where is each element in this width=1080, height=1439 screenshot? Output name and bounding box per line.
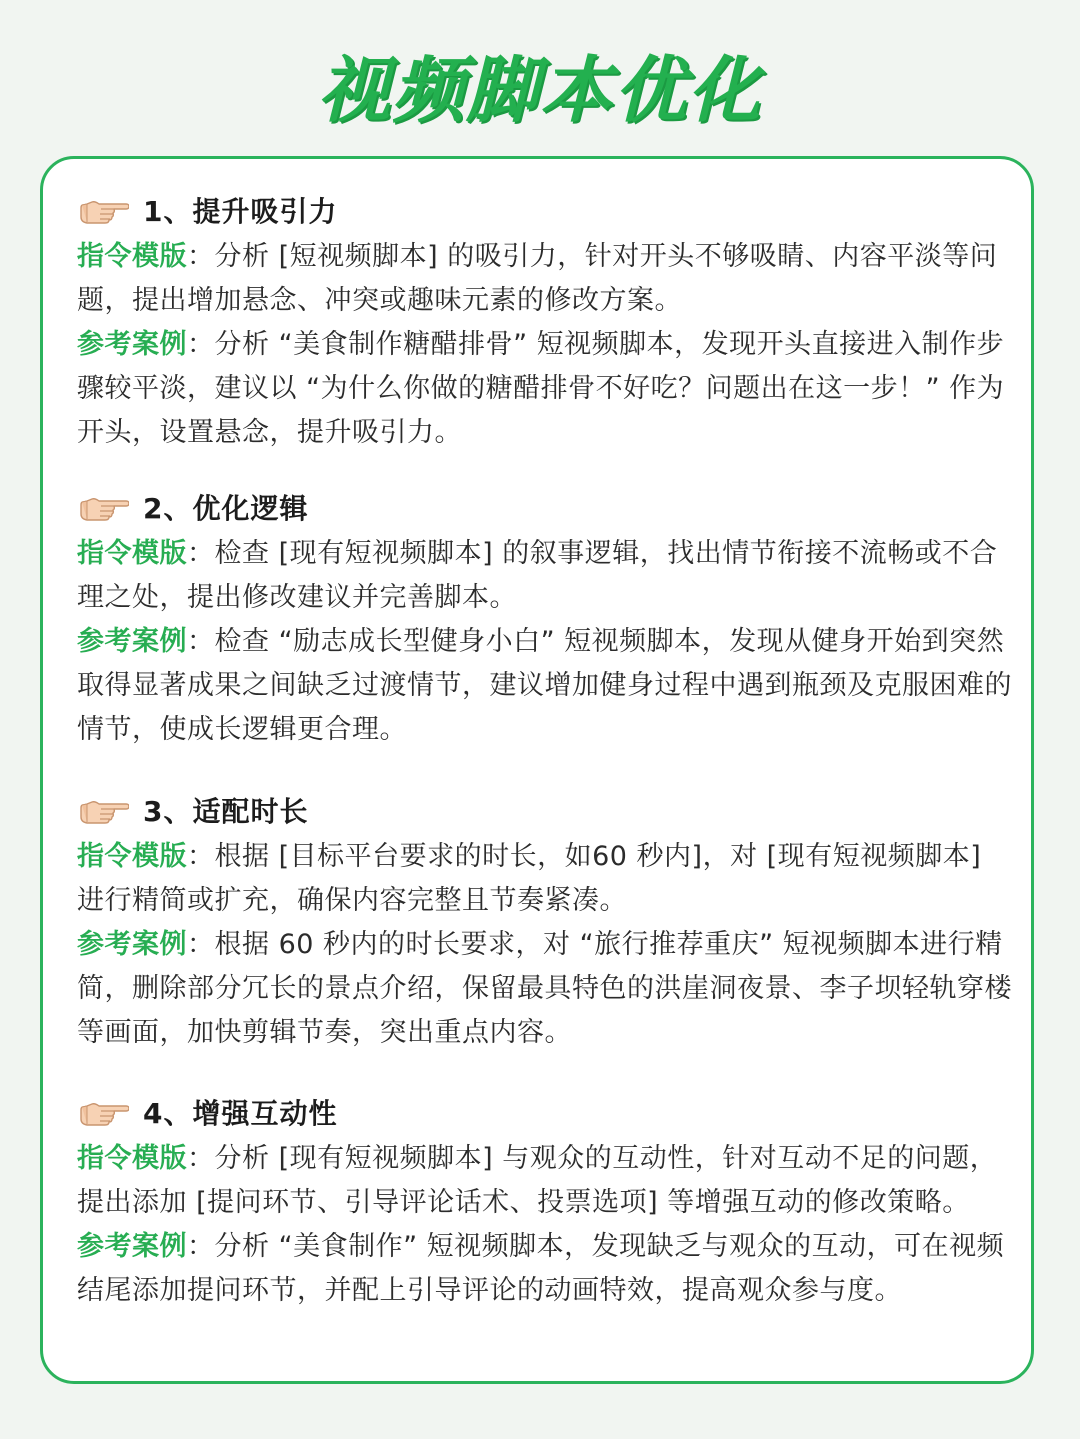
section-header bbox=[77, 785, 1017, 835]
example-label: 参考案例 bbox=[77, 329, 187, 360]
label-colon: ： bbox=[187, 626, 215, 657]
example-paragraph bbox=[77, 1225, 1017, 1313]
template-text: 分析 [现有短视频脚本] 与观众的互动性，针对互动不足的问题，提出添加 [提问环节、引导评论话术、投票选项] 等增强互动的修改策略。 bbox=[77, 1143, 998, 1218]
example-label: 参考案例 bbox=[77, 929, 187, 960]
page-title: 视频脚本优化 bbox=[317, 48, 762, 132]
example-paragraph bbox=[77, 323, 1017, 455]
template-paragraph bbox=[77, 1137, 1017, 1225]
example-text: 根据 60 秒内的时长要求，对 “旅行推荐重庆” 短视频脚本进行精简，删除部分冗长的景点介绍，保留最具特色的洪崖洞夜景、李子坝轻轨穿楼等画面，加快剪辑节奏，突出重点内容。 bbox=[77, 929, 1012, 1048]
template-label: 指令模版 bbox=[77, 1143, 187, 1174]
example-label: 参考案例 bbox=[77, 626, 187, 657]
label-colon: ： bbox=[187, 538, 215, 569]
template-label: 指令模版 bbox=[77, 538, 187, 569]
section-title: 3、适配时长 bbox=[143, 795, 309, 828]
example-label: 参考案例 bbox=[77, 1231, 187, 1262]
section-title: 1、提升吸引力 bbox=[143, 195, 338, 228]
template-label: 指令模版 bbox=[77, 841, 187, 872]
pointing-hand-icon bbox=[79, 492, 129, 522]
section-title: 4、增强互动性 bbox=[143, 1097, 338, 1130]
example-paragraph bbox=[77, 620, 1017, 752]
section-1 bbox=[77, 185, 1017, 455]
content-card bbox=[40, 156, 1034, 1384]
pointing-hand-icon bbox=[79, 1097, 129, 1127]
pointing-hand-icon bbox=[79, 795, 129, 825]
label-colon: ： bbox=[187, 329, 215, 360]
label-colon: ： bbox=[187, 1231, 215, 1262]
section-title: 2、优化逻辑 bbox=[143, 492, 309, 525]
section-2 bbox=[77, 482, 1017, 752]
label-colon: ： bbox=[187, 841, 215, 872]
template-text: 分析 [短视频脚本] 的吸引力，针对开头不够吸睛、内容平淡等问题，提出增加悬念、冲突或趣味元素的修改方案。 bbox=[77, 241, 998, 316]
example-text: 检查 “励志成长型健身小白” 短视频脚本，发现从健身开始到突然取得显著成果之间缺乏过渡情节，建议增加健身过程中遇到瓶颈及克服困难的情节，使成长逻辑更合理。 bbox=[77, 626, 1012, 745]
section-4 bbox=[77, 1087, 1017, 1313]
example-text: 分析 “美食制作” 短视频脚本，发现缺乏与观众的互动，可在视频结尾添加提问环节，并配上引导评论的动画特效，提高观众参与度。 bbox=[77, 1231, 1005, 1306]
template-text: 检查 [现有短视频脚本] 的叙事逻辑，找出情节衔接不流畅或不合理之处，提出修改建议并完善脚本。 bbox=[77, 538, 998, 613]
template-paragraph bbox=[77, 835, 1017, 923]
template-text: 根据 [目标平台要求的时长，如60 秒内]，对 [现有短视频脚本] 进行精简或扩充，确保内容完整且节奏紧凑。 bbox=[77, 841, 982, 916]
label-colon: ： bbox=[187, 929, 215, 960]
template-label: 指令模版 bbox=[77, 241, 187, 272]
template-paragraph bbox=[77, 532, 1017, 620]
label-colon: ： bbox=[187, 241, 215, 272]
section-header bbox=[77, 1087, 1017, 1137]
pointing-hand-icon bbox=[79, 195, 129, 225]
section-3 bbox=[77, 785, 1017, 1055]
label-colon: ： bbox=[187, 1143, 215, 1174]
example-paragraph bbox=[77, 923, 1017, 1055]
example-text: 分析 “美食制作糖醋排骨” 短视频脚本，发现开头直接进入制作步骤较平淡，建议以 “为什么你做的糖醋排骨不好吃？问题出在这一步！” 作为开头，设置悬念，提升吸引力。 bbox=[77, 329, 1005, 448]
section-header bbox=[77, 482, 1017, 532]
section-header bbox=[77, 185, 1017, 235]
template-paragraph bbox=[77, 235, 1017, 323]
